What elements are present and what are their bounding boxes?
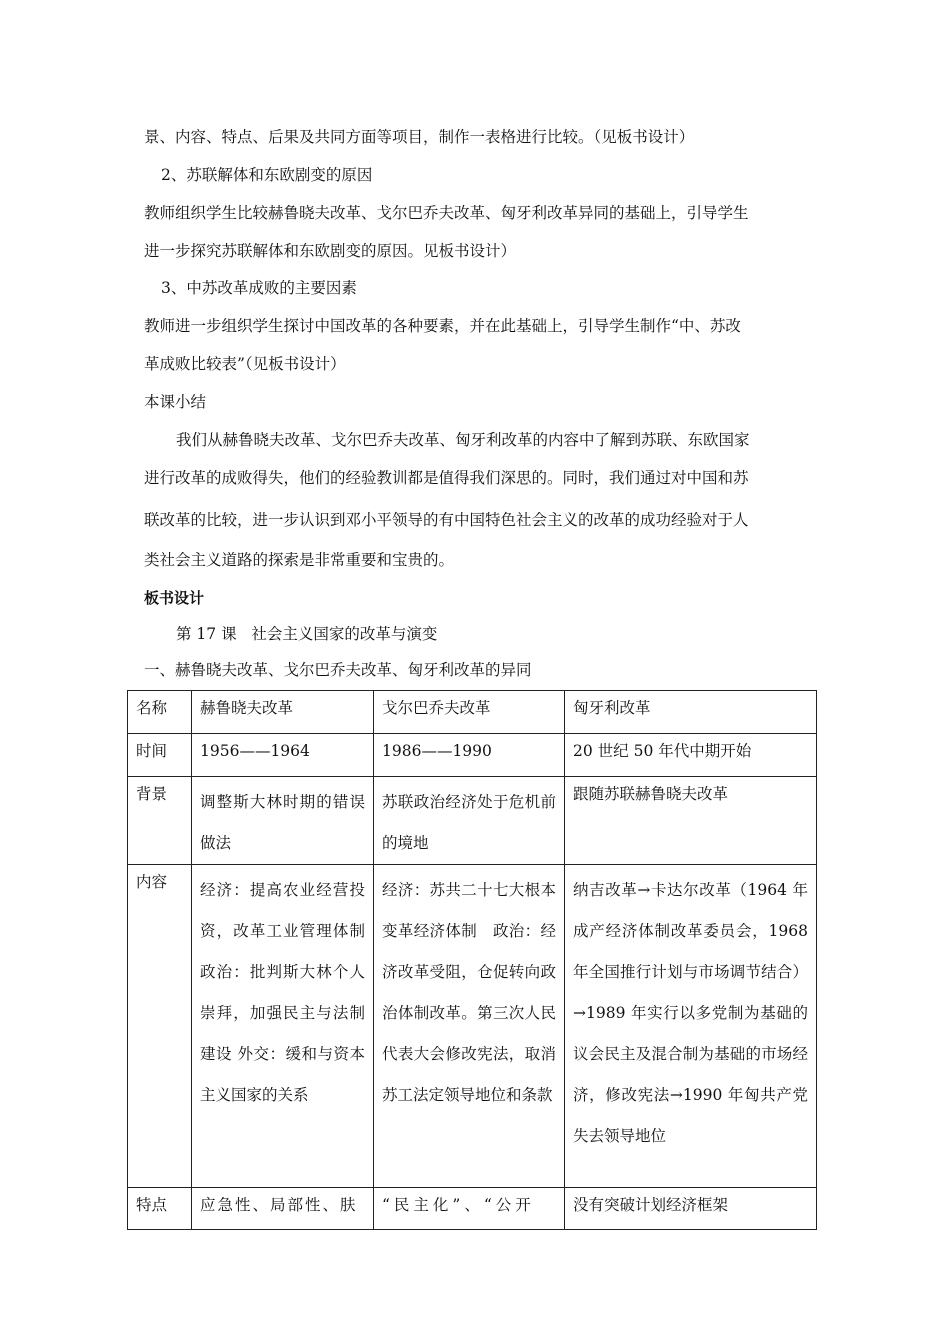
summary-heading: 本课小结 [144,393,207,411]
table-cell: 1986——1990 [374,734,565,777]
summary-line-1: 我们从赫鲁晓夫改革、戈尔巴乔夫改革、匈牙利改革的内容中了解到苏联、东欧国家 [176,431,750,449]
paragraph-3: 教师组织学生比较赫鲁晓夫改革、戈尔巴乔夫改革、匈牙利改革异同的基础上，引导学生 [144,204,749,222]
table-cell: 1956——1964 [192,734,374,777]
table-cell: 苏联政治经济处于危机前的境地 [374,777,565,865]
table-cell: 调整斯大林时期的错误做法 [192,777,374,865]
table-cell: 匈牙利改革 [565,691,817,734]
table-cell: 戈尔巴乔夫改革 [374,691,565,734]
summary-line-3: 联改革的比较，进一步认识到邓小平领导的有中国特色社会主义的改革的成功经验对于人 [144,511,749,529]
table-cell: 没有突破计划经济框架 [565,1188,817,1230]
table-cell: 跟随苏联赫鲁晓夫改革 [565,777,817,865]
table-cell: 内容 [128,865,192,1188]
paragraph-5: 3、中苏改革成败的主要因素 [161,279,357,297]
paragraph-7: 革成败比较表”（见板书设计） [144,355,346,373]
table-row [128,734,817,777]
comparison-table [127,690,817,1230]
table-row [128,1188,817,1230]
paragraph-4: 进一步探究苏联解体和东欧剧变的原因。见板书设计） [144,242,517,260]
paragraph-6: 教师进一步组织学生探讨中国改革的各种要素，并在此基础上，引导学生制作“中、苏改 [144,317,741,335]
table-cell: 名称 [128,691,192,734]
table-cell: 背景 [128,777,192,865]
table-cell: 经济：提高农业经营投资，改革工业管理体制 政治：批判斯大林个人崇拜，加强民主与法制建设 外交：缓和与资本主义国家的关系 [192,865,374,1188]
table-cell: 应急性、局部性、肤 [192,1188,374,1230]
table-cell: “民主化”、“公开 [374,1188,565,1230]
table-cell: 赫鲁晓夫改革 [192,691,374,734]
table-cell: 纳吉改革→卡达尔改革（1964 年成产经济体制改革委员会，1968 年全国推行计划与市场调节结合）→1989 年实行以多党制为基础的议会民主及混合制为基础的市场经济，修改宪法→1990 年匈共产党失去领导地位 [565,865,817,1188]
table-row [128,777,817,865]
summary-line-4: 类社会主义道路的探索是非常重要和宝贵的。 [144,551,455,569]
table-cell: 经济：苏共二十七大根本变革经济体制 政治：经济改革受阻，仓促转向政治体制改革。第三次人民代表大会修改宪法，取消苏工法定领导地位和条款 [374,865,565,1188]
table-cell: 20 世纪 50 年代中期开始 [565,734,817,777]
section-title: 一、赫鲁晓夫改革、戈尔巴乔夫改革、匈牙利改革的异同 [144,661,532,679]
table-row [128,865,817,1188]
summary-line-2: 进行改革的成败得失，他们的经验教训都是值得我们深思的。同时，我们通过对中国和苏 [144,469,749,487]
table-header-row [128,691,817,734]
paragraph-1: 景、内容、特点、后果及共同方面等项目，制作一表格进行比较。（见板书设计） [144,128,695,146]
board-heading: 板书设计 [144,589,205,607]
table-cell: 时间 [128,734,192,777]
paragraph-2: 2、苏联解体和东欧剧变的原因 [161,166,373,184]
lesson-title: 第 17 课 社会主义国家的改革与演变 [176,625,438,643]
table-cell: 特点 [128,1188,192,1230]
